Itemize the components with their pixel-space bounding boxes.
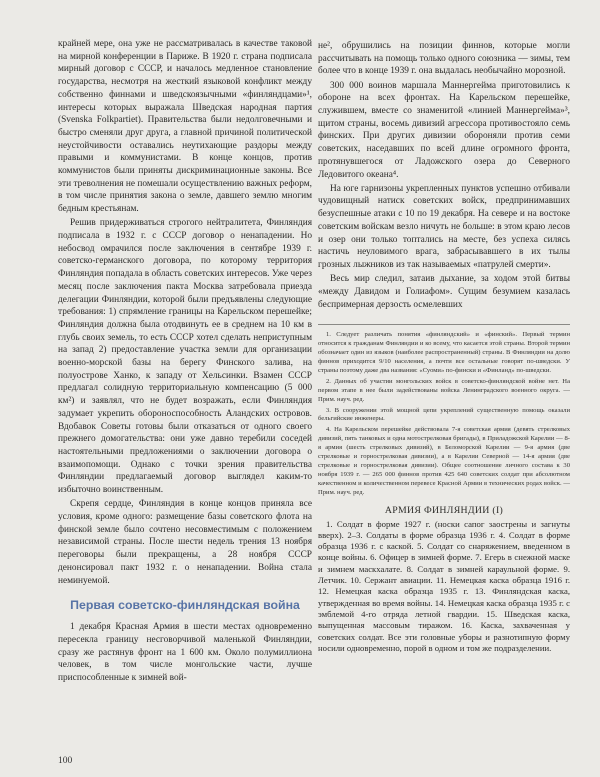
right-column <box>318 40 570 654</box>
caption-title: АРМИЯ ФИНЛЯНДИИ (I) <box>384 504 504 516</box>
section-heading: Первая советско-финляндская война <box>70 598 300 613</box>
footnote: 2. Данных об участии монгольских войск в советско-финляндской войне нет. На первом этапе в нее были задействованы войска Ленинградского военного округа. — Прим. науч. ред. <box>318 377 570 403</box>
body-paragraph: крайней мере, она уже не рассматривалась в качестве таковой на мирной конференции в Париже. В 1920 г. страна подписала мирный договор с СССР, и началось медленное становление государства, несмотря на жесткий языковой конфликт между собственно финнами и шведскоязычными «финляндцами»¹, интересы которых выражала Шведская народная партия (Svenska Folkpartiet). Правительства были недолговечными и быстро сменяли друг друга, а главной причиной политической неустойчивости оставались неутихающие раздоры между правыми и коммунистами. В конце концов, против коммунистов были приняты дискриминационные законы. Все эти треволнения не помешали осуществлению важных реформ, в том числе принятия закона о земле, давшего землю многим бедным крестьянам. <box>58 39 312 215</box>
body-paragraph: Скрепя сердце, Финляндия в конце концов приняла все условия, кроме одного: размещение базы советского флота на финской земле было сочтено несовместимым с положением независимой страны. После шести недель трения 13 ноября переговоры были прекращены, а 28 ноября СССР денонсировал пакт 1932 г. о ненападении. Война стала неминуемой. <box>58 499 312 586</box>
left-column <box>58 38 312 685</box>
footnotes <box>318 324 570 497</box>
body-paragraph: не², обрушились на позиции финнов, которые могли рассчитывать на помощь только одного союзника — зимы, тем более что в конце 1939 г. она выдалась необычайно морозной. <box>318 41 570 77</box>
footnote: 4. На Карельском перешейке действовала 7-я советская армия (девять стрелковых дивизий, пять танковых и одна мотострелковая бригады), в Приладожской Карелии — 8-я армия (шесть стрелковых дивизий), в Беломорской Карелии — 9-я армия (две стрелковые и горнострелковая дивизии), а в Карелии Северной — 14-я армия (две стрелковые и горнострелковая дивизии). Общее соотношение личного состава к 30 ноября 1939 г. — 265 000 финнов против 425 640 советских солдат при абсолютном качественном и количественном перевесе Красной Армии в технических родах войск. — Прим. науч. ред. <box>318 426 570 496</box>
right-body-text <box>318 40 570 311</box>
footnote: 1. Следует различать понятия «финляндский» и «финский». Первый термин относится к гражданам Финляндии и ко всему, что касается этой страны. Второй термин обозначает один из языков (наиболее распространенный) страны. В Финляндии на долю финнов приходится 9/10 населения, а почти все остальные говорят по-шведски. У страны поэтому даже два названия: «Суоми» по-фински и «Финланд» по-шведски. <box>318 331 570 374</box>
body-paragraph: Решив придерживаться строгого нейтралитета, Финляндия подписала в 1932 г. с СССР договор о ненападении. Но небосвод омрачился после заключения в сентябре 1939 г. советско-германского договора, по которому территория Финляндия попадала в область советских интересов. Уже через месяц после заключения пакта Москва затребовала приезда делегации Финляндии, которой были предъявлены следующие требования: 1) спрямление границы на Карельском перешейке; Финляндия должна была отодвинуть ее в среднем на 10 км в глубь своих земель, то есть СССР хотел сделать неприступным на запад 2) предоставление участка земли для организации военно-морской базы на берегу Финского залива, на полуострове Ханко, к западу от Хельсинки. Взамен СССР предлагал солидную территориальную компенсацию (5 000 км²) и заявлял, что не будет возражать, если Финляндия задумает укрепить обороноспособность Аландских островов. Вдобавок Советы готовы были отказаться от одного своего прежнего домогательства: они уже давно теребили соседей настоятельными предложениями о заключении договора о взаимопомощи. Однако с точки зрения правительства Финляндии предлагаемый договор выглядел каким-то избыточно воинственным. <box>58 218 312 496</box>
caption-text: 1. Солдат в форме 1927 г. (носки сапог заострены и загнуты вверх). 2–3. Солдаты в форме образца 1936 г. 4. Солдат в форме образца 1936 г. с каской. 5. Солдат со снаряжением, введенном в конце войны. 6. Офицер в зимней форме. 7. Егерь в снежной маске и зимнем маскхалате. 8. Солдат в зимней караульной форме. 9. Летчик. 10. Сержант авиации. 11. Немецкая каска образца 1916 г. 12. Немецкая каска образца 1935 г. 13. Финляндская каска, утвержденная во время войны. 14. Немецкая каска образца 1935 г. с эмблемой 4-го отряда летной гвардии. 15. Шведская каска, выпущенная массовым тиражом. 16. Каска, захваченная у советских солдат. Все эти головные уборы и разнотипную форму носили одновременно, порой в одном и том же подразделении. <box>318 518 570 653</box>
body-paragraph: 300 000 воинов маршала Маннергейма приготовились к обороне на всех фронтах. На Карельском перешейке, служившем, вместе со знаменитой «линией Маннергейма»³, щитом страны, восемь дивизий агрессора противостояло семь финских. При других дивизии обороняли против семи советских, наседавших по всей длине огромного фронта, протянувшегося от Ладожского озера до Северного Ледовитого океана⁴. <box>318 80 570 180</box>
body-paragraph: На юге гарнизоны укрепленных пунктов успешно отбивали чудовищный натиск советских войск, предпринимавших безуспешные атаки с 10 по 19 декабря. На севере и на востоке советским войскам везло ничуть не больше: в этом краю лесов и озер они только топтались на месте, без успеха силясь настичь неуловимого врага, забрасывавшего в их тылы грозных лыжников из так называемых «патрулей смерти». <box>318 183 570 270</box>
footnote: 3. В сооружении этой мощной цепи укреплений существенную помощь оказали бельгийские инженеры. <box>318 406 570 423</box>
body-paragraph: 1 декабря Красная Армия в шести местах одновременно пересекла границу несговорчивой маленькой Финляндии, сразу же растянув фронт на 1 600 км. Около полумиллиона человек, в том числе монгольские части, лучше приспособленные к зимней вой- <box>58 622 312 684</box>
illustration-caption <box>318 505 570 655</box>
page-number: 100 <box>58 756 73 766</box>
body-paragraph: Весь мир следил, затаив дыхание, за ходом этой битвы «между Давидом и Голиафом». Сущим безумием казалась беспримерная дерзость осмелевших <box>318 274 570 310</box>
